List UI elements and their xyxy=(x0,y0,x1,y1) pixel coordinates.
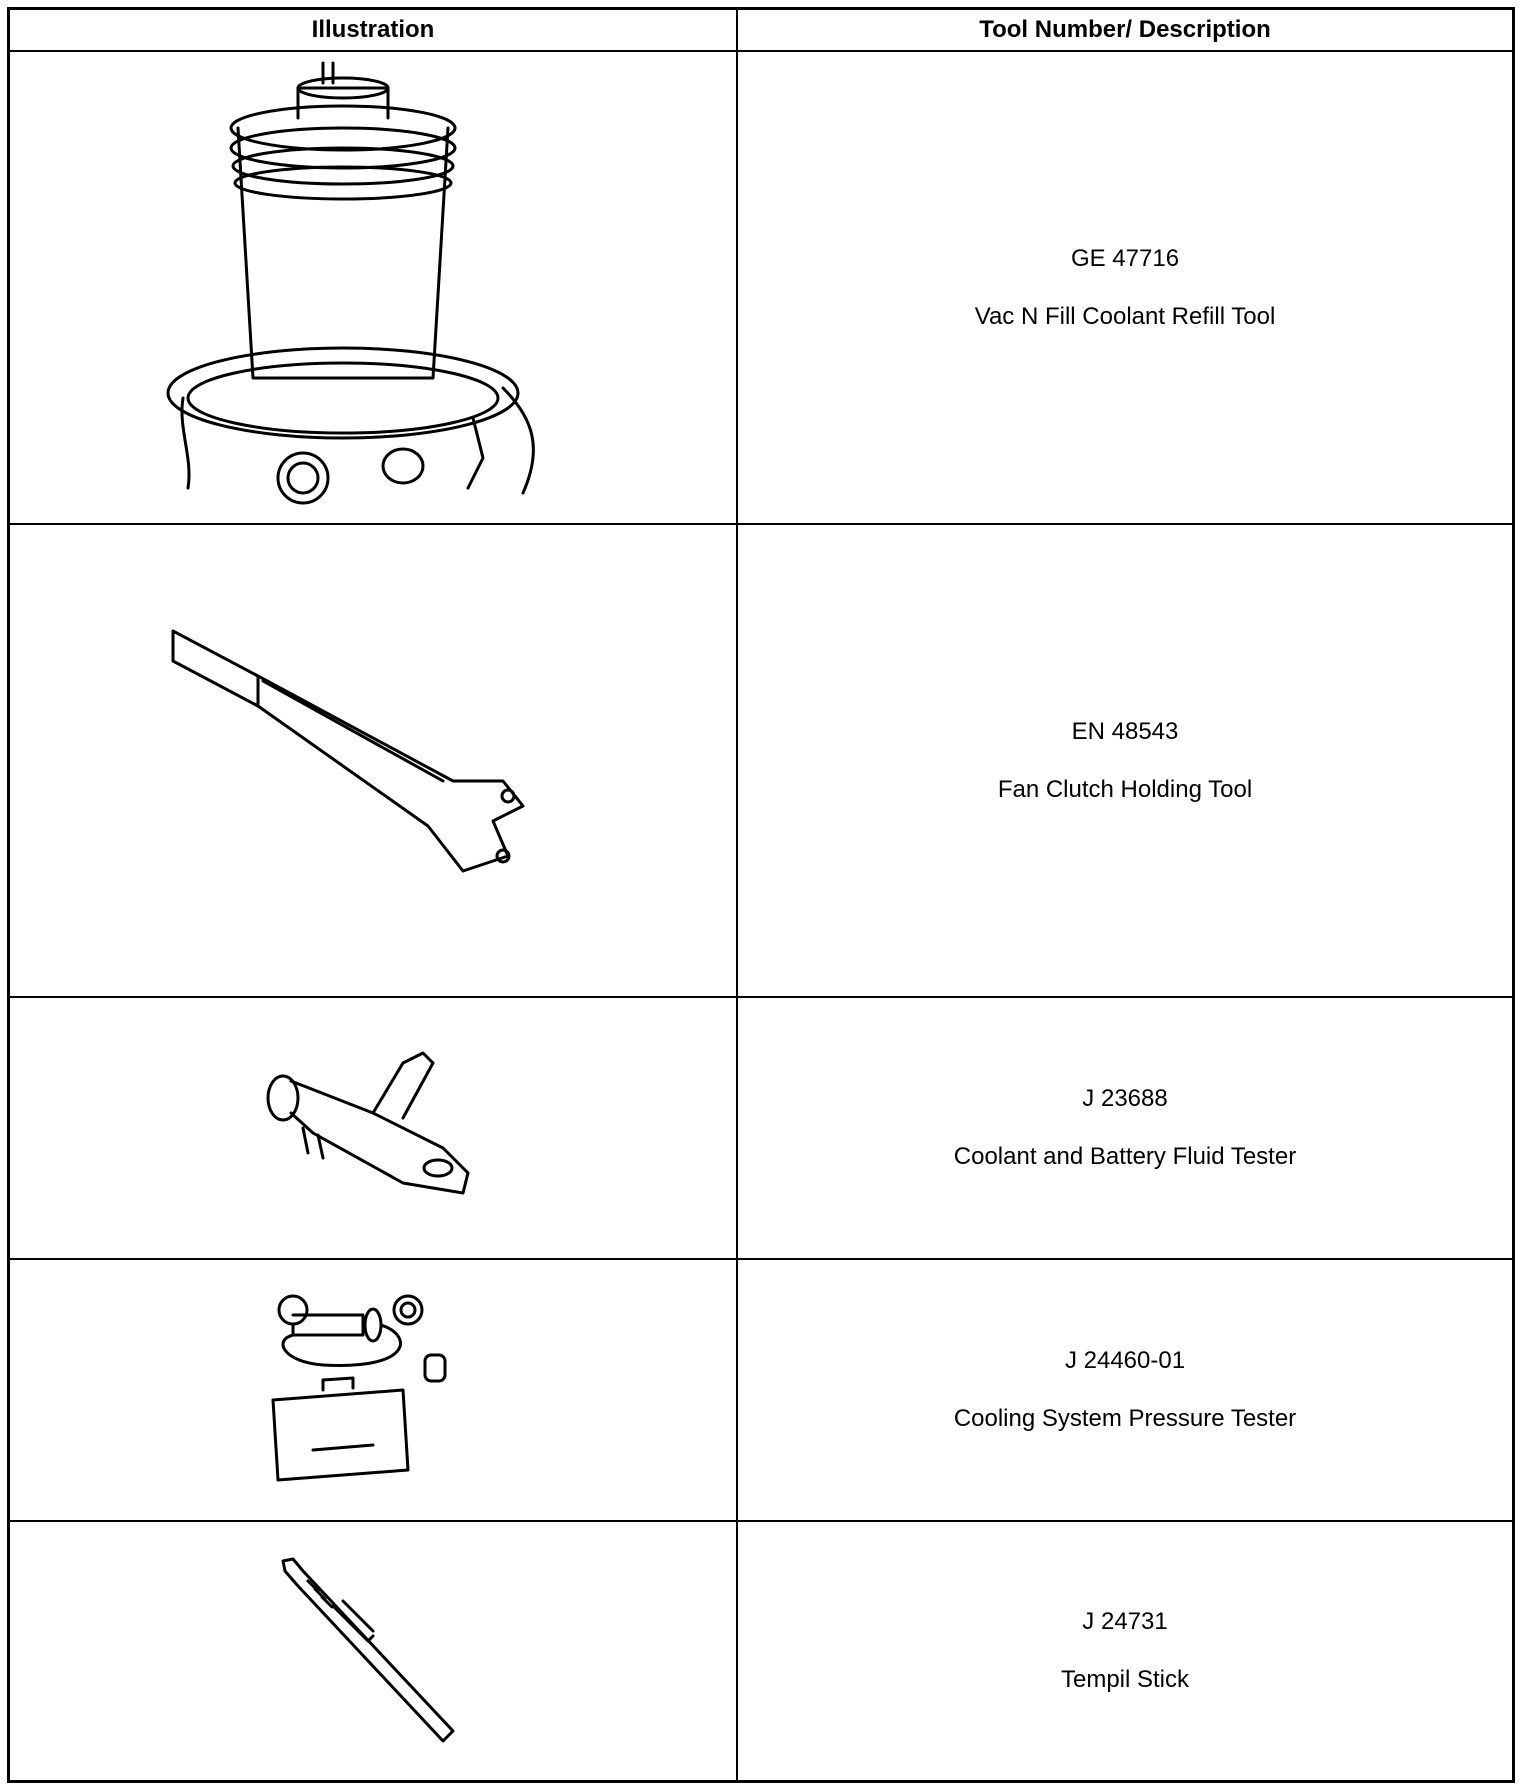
tool-description: Cooling System Pressure Tester xyxy=(953,1405,1297,1432)
description-cell xyxy=(738,998,1512,1258)
description-cell xyxy=(738,525,1512,996)
description-cell xyxy=(738,52,1512,523)
illustration-cell xyxy=(10,52,736,523)
header-description: Tool Number/ Description xyxy=(979,16,1271,43)
illustration-cell xyxy=(10,1260,736,1520)
illustration-cell xyxy=(10,525,736,996)
tool-description: Fan Clutch Holding Tool xyxy=(997,775,1253,803)
pressure-tester-icon xyxy=(263,1280,483,1500)
tool-number: EN 48543 xyxy=(1071,717,1179,745)
fluid-tester-icon xyxy=(263,1043,483,1213)
tool-number: J 24731 xyxy=(1082,1608,1168,1635)
tool-description: Tempil Stick xyxy=(1060,1666,1190,1693)
tool-number: J 24460-01 xyxy=(1064,1347,1186,1374)
tool-number: GE 47716 xyxy=(1070,244,1180,272)
tools-table xyxy=(7,7,1515,1783)
description-cell xyxy=(738,1522,1512,1780)
tool-number: J 23688 xyxy=(1082,1085,1168,1112)
tool-description: Vac N Fill Coolant Refill Tool xyxy=(974,302,1276,330)
description-cell xyxy=(738,1260,1512,1520)
fan-clutch-holding-tool-icon xyxy=(163,621,583,901)
tempil-stick-icon xyxy=(273,1551,473,1751)
tool-description: Coolant and Battery Fluid Tester xyxy=(953,1143,1297,1170)
illustration-cell xyxy=(10,998,736,1258)
illustration-cell xyxy=(10,1522,736,1780)
header-illustration: Illustration xyxy=(311,16,435,43)
coolant-refill-tool-icon xyxy=(163,68,583,508)
